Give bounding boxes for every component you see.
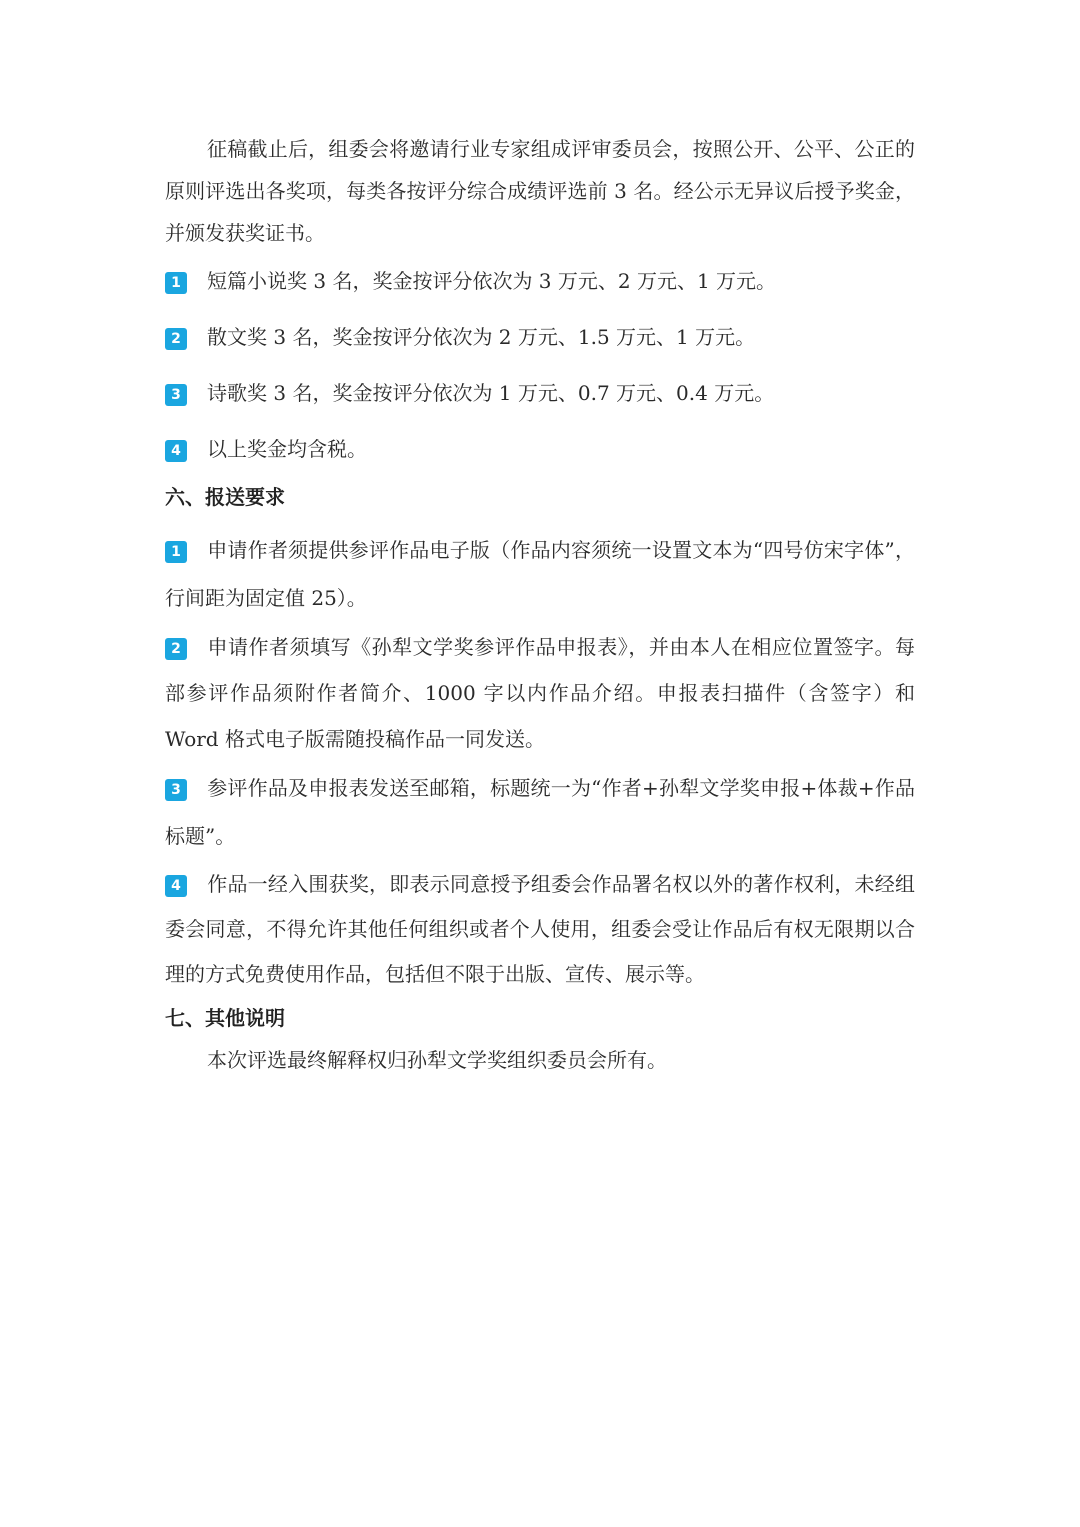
- requirement-text: 作品一经入围获奖，即表示同意授予组委会作品署名权以外的著作权利，未经组委会同意，不得允许其他任何组织或者个人使用，组委会受让作品后有权无限期以合理的方式免费使用作品，包括但不限于出版、宣传、展示等。: [165, 872, 915, 986]
- number-badge-icon: 2: [165, 328, 187, 350]
- award-text: 短篇小说奖 3 名，奖金按评分依次为 3 万元、2 万元、1 万元。: [207, 269, 777, 293]
- requirement-item-3: [165, 764, 915, 860]
- award-item-4: [165, 428, 915, 470]
- award-text: 诗歌奖 3 名，奖金按评分依次为 1 万元、0.7 万元、0.4 万元。: [207, 381, 775, 405]
- number-badge-icon: 4: [165, 440, 187, 462]
- section-6-list: [165, 526, 915, 997]
- award-item-2: [165, 316, 915, 358]
- intro-paragraph: 征稿截止后，组委会将邀请行业专家组成评审委员会，按照公开、公平、公正的原则评选出各奖项，每类各按评分综合成绩评选前 3 名。经公示无异议后授予奖金，并颁发获奖证书。: [165, 137, 915, 245]
- requirement-text: 申请作者须填写《孙犁文学奖参评作品申报表》，并由本人在相应位置签字。每部参评作品须附作者简介、1000 字以内作品介绍。申报表扫描件（含签字）和 Word 格式电子版需随投稿作品一同发送。: [165, 635, 915, 751]
- number-badge-icon: 3: [165, 779, 187, 801]
- requirement-text: 申请作者须提供参评作品电子版（作品内容须统一设置文本为“四号仿宋字体”，行间距为固定值 25）。: [165, 538, 915, 610]
- document-body: [165, 128, 915, 1081]
- requirement-item-2: [165, 624, 915, 762]
- number-badge-icon: 4: [165, 875, 187, 897]
- section-7-title: 七、其他说明: [165, 1006, 285, 1030]
- number-badge-icon: 3: [165, 384, 187, 406]
- requirement-item-1: [165, 526, 915, 622]
- award-item-1: [165, 260, 915, 302]
- number-badge-icon: 1: [165, 541, 187, 563]
- number-badge-icon: 2: [165, 638, 187, 660]
- award-item-3: [165, 372, 915, 414]
- award-text: 以上奖金均含税。: [207, 437, 367, 461]
- requirement-text: 参评作品及申报表发送至邮箱，标题统一为“作者+孙犁文学奖申报+体裁+作品标题”。: [165, 776, 915, 848]
- award-text: 散文奖 3 名，奖金按评分依次为 2 万元、1.5 万元、1 万元。: [207, 325, 756, 349]
- number-badge-icon: 1: [165, 272, 187, 294]
- section-7-paragraph: 本次评选最终解释权归孙犁文学奖组织委员会所有。: [207, 1048, 667, 1072]
- requirement-item-4: [165, 862, 915, 997]
- section-6-title: 六、报送要求: [165, 485, 285, 509]
- awards-list: [165, 260, 915, 470]
